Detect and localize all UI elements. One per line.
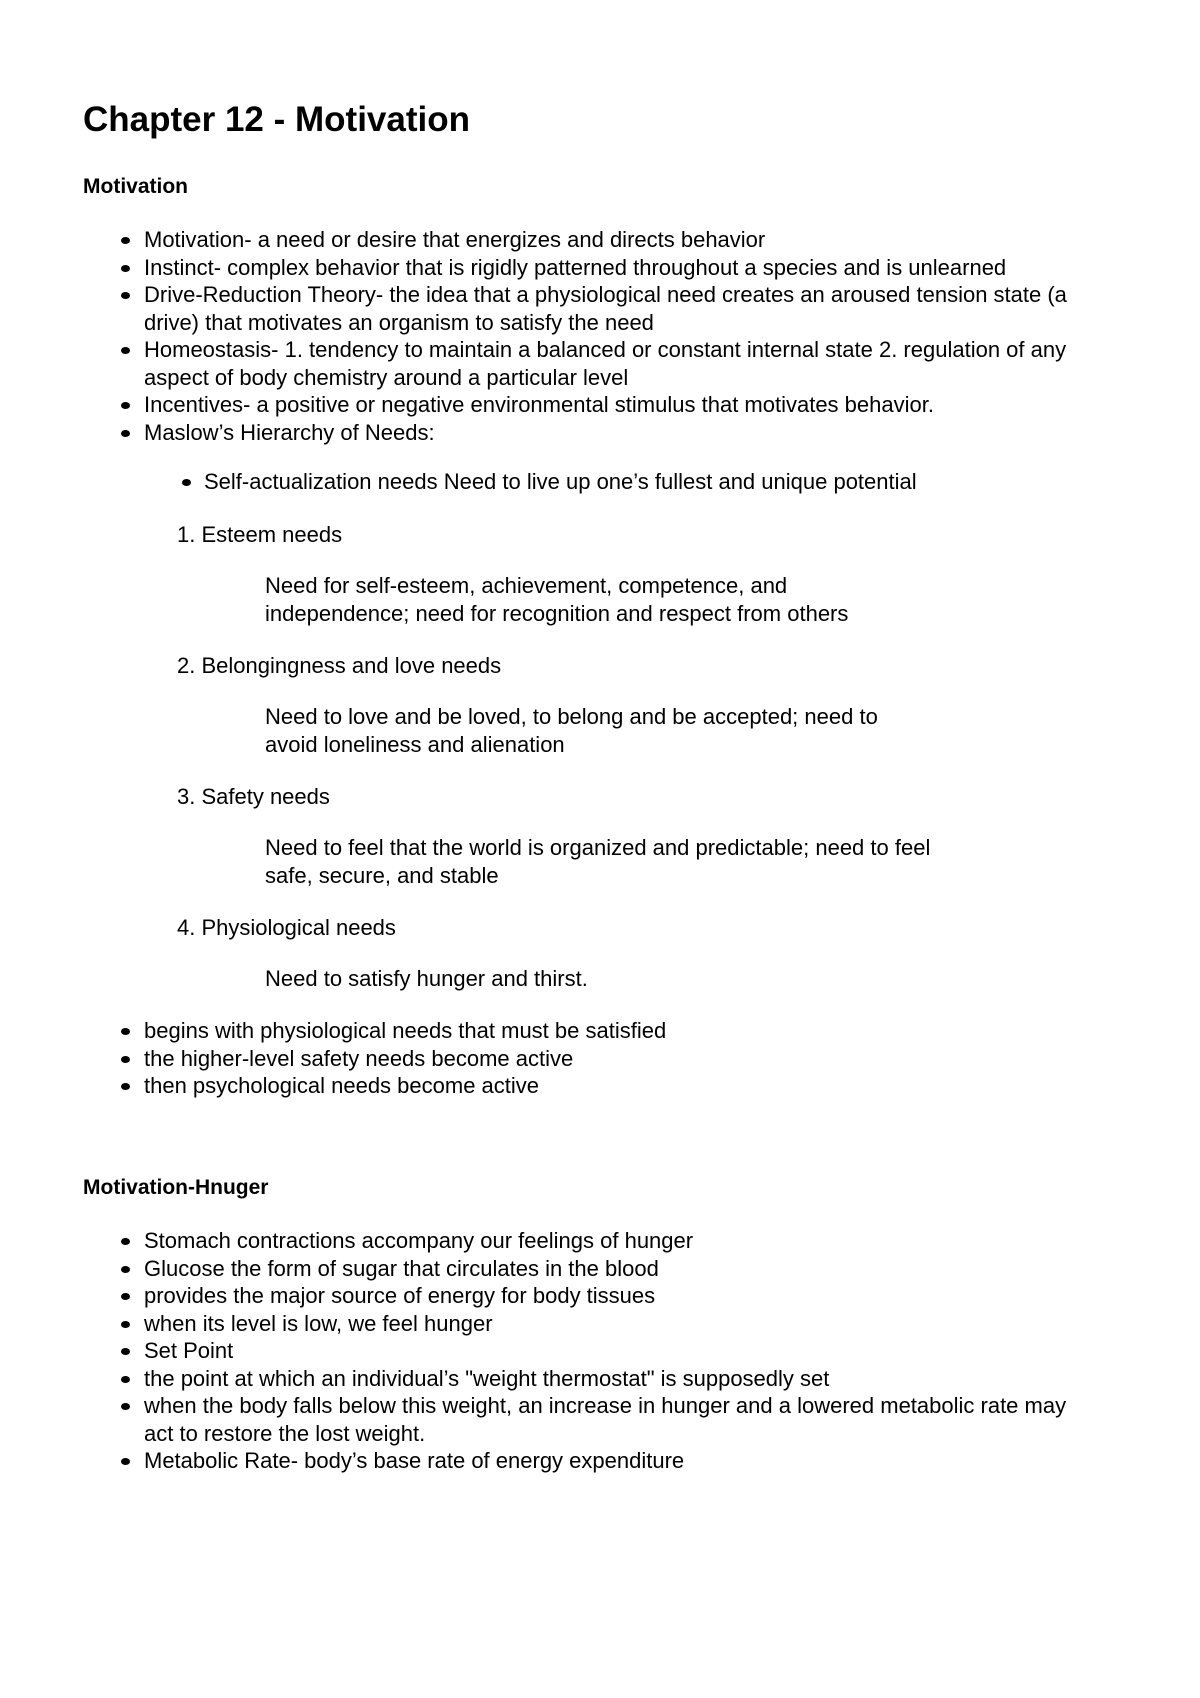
list-item: Set Point (83, 1337, 1083, 1365)
desc-line: Need to love and be loved, to belong and be accepted; need to (265, 704, 878, 729)
desc-line: avoid loneliness and alienation (265, 731, 565, 757)
list-item: when its level is low, we feel hunger (83, 1310, 1083, 1338)
maslow-top-text: Self-actualization needs Need to live up one’s fullest and unique potential (204, 469, 917, 494)
maslow-level-4: 4. Physiological needs (177, 915, 396, 940)
maslow-level-2-desc (265, 703, 878, 758)
maslow-level-1: 1. Esteem needs (177, 522, 343, 547)
maslow-level-4-desc (265, 965, 588, 993)
motivation-bullet-list (83, 226, 1083, 446)
desc-line: Need to feel that the world is organized and predictable; need to feel (265, 835, 931, 860)
list-item: Instinct- complex behavior that is rigidly patterned throughout a species and is unlearned (83, 254, 1083, 282)
maslow-level-3-desc (265, 834, 930, 889)
maslow-level-1-desc (265, 572, 848, 627)
maslow-summary-list (83, 1017, 1083, 1100)
maslow-top-item (204, 468, 917, 496)
list-item: the higher-level safety needs become active (83, 1045, 1083, 1073)
desc-line: safe, secure, and stable (265, 862, 499, 888)
page-title: Chapter 12 - Motivation (83, 100, 470, 139)
hunger-bullet-list (83, 1227, 1083, 1475)
list-item: begins with physiological needs that must be satisfied (83, 1017, 1083, 1045)
list-item: Drive-Reduction Theory- the idea that a physiological need creates an aroused tension state (a drive) that motivates an organism to satisfy the need (83, 281, 1083, 336)
list-item: when the body falls below this weight, an increase in hunger and a lowered metabolic rate may act to restore the lost weight. (83, 1392, 1083, 1447)
list-item: Motivation- a need or desire that energizes and directs behavior (83, 226, 1083, 254)
section-heading-motivation: Motivation (83, 175, 188, 198)
list-item: Incentives- a positive or negative environmental stimulus that motivates behavior. (83, 391, 1083, 419)
list-item: then psychological needs become active (83, 1072, 1083, 1100)
bullet-icon (182, 479, 191, 486)
list-item: the point at which an individual’s "weight thermostat" is supposedly set (83, 1365, 1083, 1393)
desc-line: Need for self-esteem, achievement, competence, and (265, 573, 788, 598)
list-item: Homeostasis- 1. tendency to maintain a balanced or constant internal state 2. regulation of any aspect of body chemistry around a particular level (83, 336, 1083, 391)
maslow-level-3: 3. Safety needs (177, 784, 330, 809)
desc-line: Need to satisfy hunger and thirst. (265, 966, 588, 991)
list-item: provides the major source of energy for body tissues (83, 1282, 1083, 1310)
list-item: Metabolic Rate- body’s base rate of energy expenditure (83, 1447, 1083, 1475)
section-heading-hunger: Motivation-Hnuger (83, 1176, 269, 1199)
desc-line: independence; need for recognition and respect from others (265, 600, 849, 626)
maslow-level-2: 2. Belongingness and love needs (177, 653, 502, 678)
list-item: Maslow’s Hierarchy of Needs: (83, 419, 1083, 447)
list-item: Glucose the form of sugar that circulates in the blood (83, 1255, 1083, 1283)
list-item: Stomach contractions accompany our feelings of hunger (83, 1227, 1083, 1255)
